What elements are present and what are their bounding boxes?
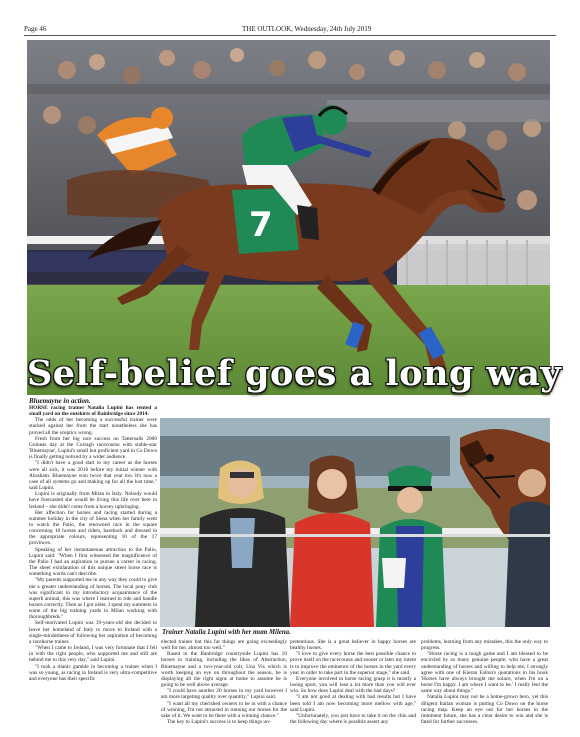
article-column-3 — [290, 639, 416, 729]
article-paragraph: problems, learning from any mistakes, this the only way to progress. — [421, 639, 548, 652]
article-paragraph: Her affection for horses and racing started during a summer holiday in the city of Siena when her family went to watch the Palio, the renowned race in the square concerning 10 horses and riders, bareback and dressed in the appropriate colours, representing 10 of the 17 provinces. — [29, 509, 157, 547]
article-paragraph: "I didn't have a good start to my career as the horses were all sick, it was 2016 before my initial winner with Abraham. Bluemayne won twice that year too. It's now a case of all systems go and making up for all the lost time," said Lupini. — [29, 460, 157, 492]
saddlecloth-number: 7 — [249, 205, 273, 245]
article-column-2 — [161, 639, 287, 729]
hero-photo — [27, 40, 562, 395]
article-paragraph: The key to Lupini's success is to keep things un- — [167, 719, 271, 726]
article-paragraph: "I love to give every horse the best possible chance to prove itself on the racecourse and sooner or later my intent is to improve the eminence of the horses in the yard every year in order to take part in the superior stage," she said. — [290, 651, 416, 676]
headline: Self-belief goes a long way — [27, 353, 562, 394]
article-paragraph: "When I came to Ireland, I was very fortunate that I fell in with the right people, who supported me and still are behind me to this very day," said Lupini. — [29, 645, 157, 664]
trainer-photo — [160, 418, 550, 627]
article-paragraph: Lupini is originally from Milan in Italy. Nobody would have forecasted she would be living this life over here in Ireland – she didn't come from a horsey upbringing. — [29, 491, 157, 510]
article-paragraph: "Horse racing is a tough game and I am blessed to be encircled by so many genuine people; who have a great understanding of horses and willing to help me; I strongly agree with one of Kieran Fallon's quotations in his book 'Horses have always brought me solace, when I'm on a horse I'm happy. I am where I want to be.' I really feel the same way about things." — [421, 651, 548, 695]
article-paragraph: Based in the Banbridge countryside Lupini has 10 horses in training, including the likes of Abstraction, Bluemayne and a two-year-old colt, Una Vis which is worth keeping an eye on throughout the season, he is displaying all the right signs at home to assume he is going to be well above average. — [161, 651, 287, 689]
trainer-photo-caption: Trainer Natalia Lupini with her mum Milena. — [162, 629, 291, 636]
article-paragraph: Speaking of her instantaneous attraction to the Palio, Lupini said: "When I first witnessed the magnificence of the Palio I had an aspiration to pursue a career in racing. The sheer exhilaration of this unique street horse race is something words can't describe. — [29, 546, 157, 578]
racehorse-illustration — [27, 40, 562, 395]
article-paragraph: "My parents supported me in any way they could to give me a greater understanding of horses. The local pony club was significant in my introductory acquaintance of the superb animal, this was where I learned to ride and handle horses correctly. Then as I got older, I spent my summers in some of the big training yards in Milan working with thoroughbreds." — [29, 577, 157, 621]
article-paragraph: The odds of her becoming a successful trainer were stacked against her from the start nonetheless she has proved all the sceptics wrong. — [29, 417, 157, 436]
article-paragraph: elected trainer but this far things are going exceedingly well for me, almost too well." — [161, 639, 287, 652]
article-paragraph: Fresh from her big race success on Tattersalls 2000 Guineas day at the Curragh racecourse with stable-star 'Bluemayne', Lupini's small but proficient yard in Co Down is finally getting noticed by a wider audience. — [29, 435, 157, 461]
publication-line: THE OUTLOOK, Wednesday, 24th July 2019 — [242, 25, 372, 33]
article-paragraph: Natalia Lupini may not be a home-grown hero, yet this diligent Italian woman is putting Co Down on the horse racing map. Keep an eye out for her horses in the imminent future, she has a clear desire to win and she is fated for further successes. — [421, 694, 548, 726]
article-paragraph: "I want all my cherished owners to be in with a chance of winning, I'm not attracted in running our horses for the sake of it. We want to be there with a winning chance." — [161, 700, 287, 719]
article-paragraph: "Unfortunately, you just have to take it on the chin and the following day where is possible assert any — [290, 712, 416, 726]
article-paragraph: "I am not good at dealing with bad results but I have been told I am now becoming more mellow with age," said Lupini. — [290, 694, 416, 713]
article-paragraph: "I took a titanic gamble in becoming a trainer when I was so young, as racing in Ireland is very ultra-competitive and everyone has their specific — [29, 663, 157, 682]
article-paragraph: Self-motivated Lupini was 19-years-old she decided to leave her homeland of Italy to move to Ireland with a single-mindedness of following her aspiration of becoming a racehorse trainer. — [29, 620, 157, 645]
article-paragraph: "I could have another 20 horses in my yard however I am more targeting quality over quantity," Lupini said. — [161, 688, 287, 701]
article-paragraph: Everyone involved in horse racing grasp it is mostly a losing sport, you will lose a lot more than you will ever win. So how does Lupini deal with the bad days? — [290, 675, 416, 695]
page-number: Page 46 — [24, 25, 47, 33]
article-lede: HORSE racing trainer Natalia Lupini has rented a small yard on the outskirts of Bainbridge since 2014. — [29, 405, 157, 418]
hero-photo-caption: Bluemayne in action. — [29, 397, 91, 405]
article-column-4 — [421, 639, 548, 729]
article-column-1 — [29, 405, 157, 728]
article-paragraph: pretentious. She is a great believer in happy horses are healthy horses. — [290, 639, 416, 652]
masthead — [24, 22, 556, 36]
trainer-group-illustration — [160, 418, 550, 627]
